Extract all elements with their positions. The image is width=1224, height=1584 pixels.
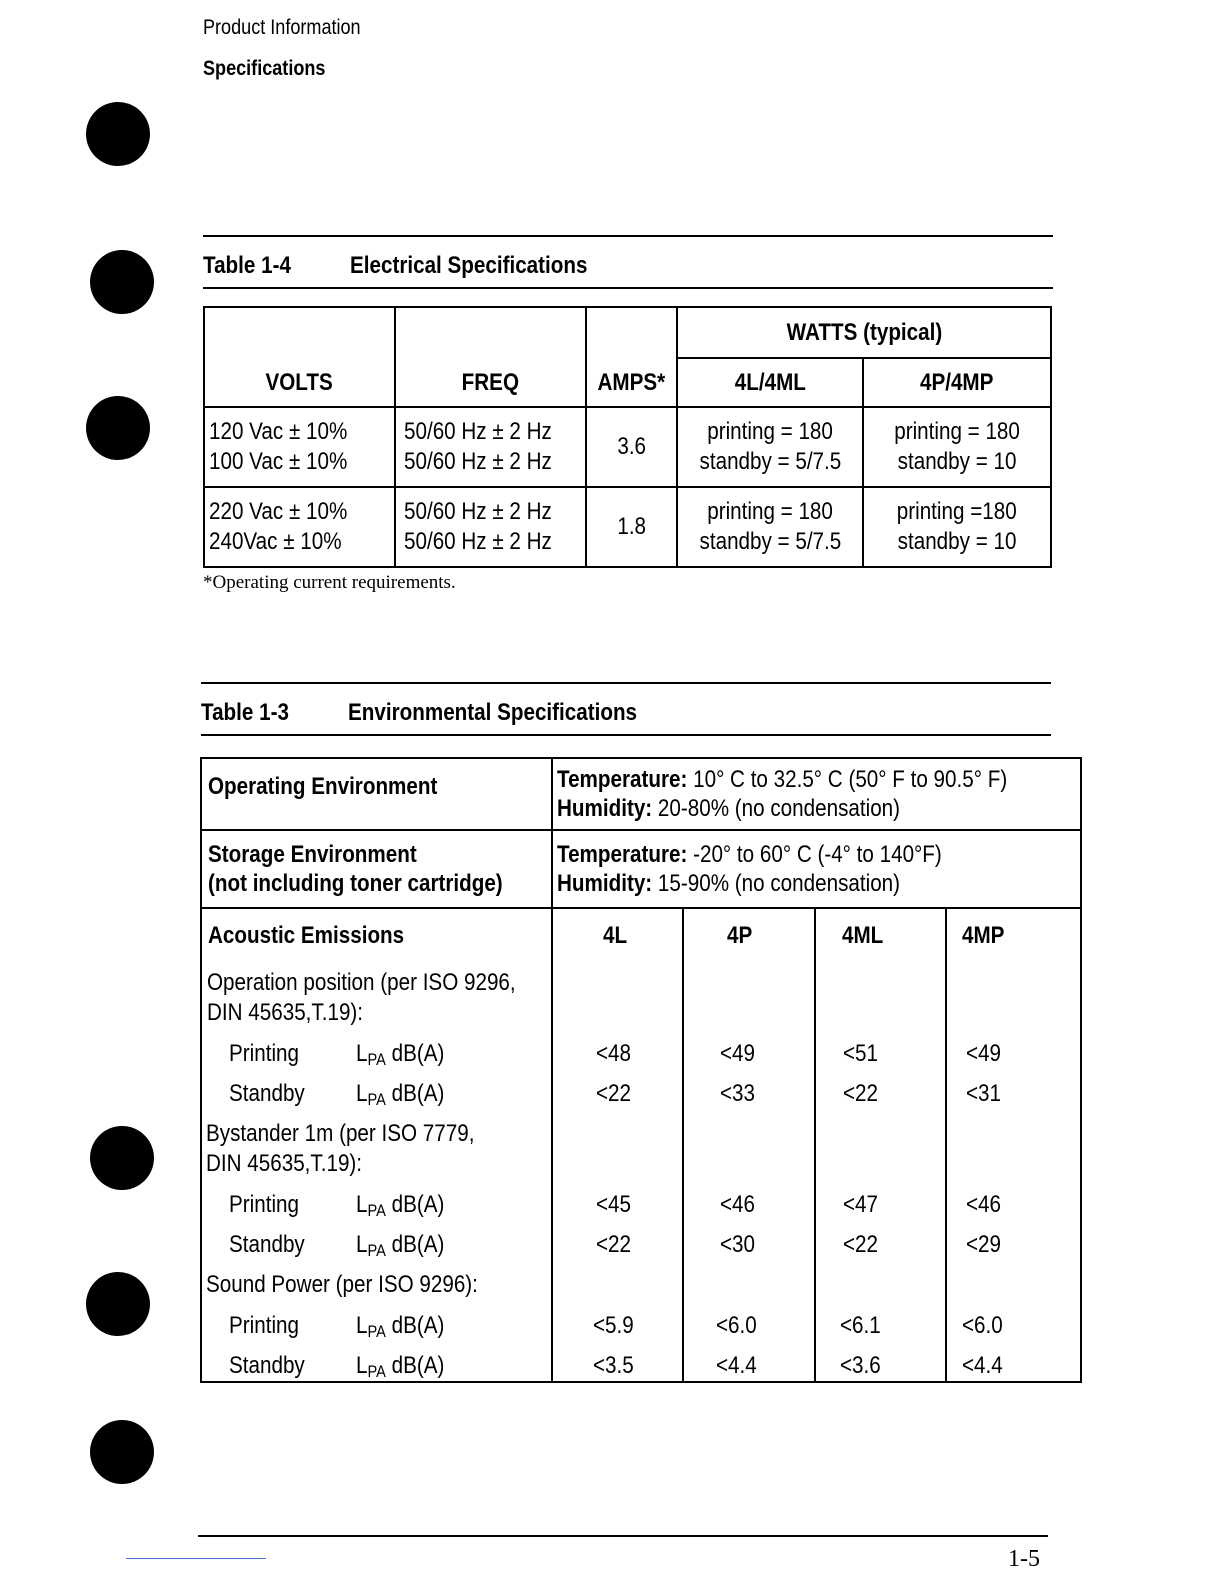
table-1-4-title: Electrical Specifications bbox=[350, 252, 588, 279]
header-volts: VOLTS bbox=[204, 307, 395, 407]
binder-hole bbox=[86, 396, 150, 460]
volts-cell: 220 Vac ± 10% 240Vac ± 10% bbox=[204, 487, 395, 567]
value-cell: <22 bbox=[843, 1231, 879, 1258]
value-cell: <31 bbox=[966, 1080, 1002, 1107]
model-header-4ml: 4ML bbox=[842, 922, 884, 949]
value-cell: <49 bbox=[966, 1040, 1002, 1067]
value-cell: <22 bbox=[596, 1231, 632, 1258]
value-cell: <6.0 bbox=[716, 1312, 757, 1339]
header-4l-4ml: 4L/4ML bbox=[677, 358, 863, 407]
header-freq: FREQ bbox=[395, 307, 587, 407]
binder-hole bbox=[90, 1126, 154, 1190]
printing-label: Printing bbox=[229, 1191, 299, 1218]
model-header-4mp: 4MP bbox=[962, 922, 1005, 949]
value-cell: <49 bbox=[720, 1040, 756, 1067]
header-amps: AMPS* bbox=[586, 307, 677, 407]
acoustic-col-4l bbox=[552, 908, 684, 1382]
unit-label: LPA dB(A) bbox=[356, 1352, 445, 1381]
printing-label: Printing bbox=[229, 1040, 299, 1067]
value-cell: <4.4 bbox=[962, 1352, 1003, 1379]
operating-environment-label: Operating Environment bbox=[201, 758, 552, 830]
value-cell: <29 bbox=[966, 1231, 1002, 1258]
table-row bbox=[201, 758, 1081, 830]
footer-link-line bbox=[126, 1558, 266, 1559]
group-operation-position-line2: DIN 45635,T.19): bbox=[207, 999, 364, 1026]
value-cell: <4.4 bbox=[716, 1352, 757, 1379]
value-cell: <51 bbox=[843, 1040, 879, 1067]
table-1-3-number: Table 1-3 bbox=[201, 699, 289, 726]
header-section: Product Information bbox=[203, 16, 361, 39]
value-cell: <46 bbox=[720, 1191, 756, 1218]
table-1-3-title: Environmental Specifications bbox=[348, 699, 638, 726]
amps-cell: 3.6 bbox=[586, 407, 677, 487]
volts-cell: 120 Vac ± 10% 100 Vac ± 10% bbox=[204, 407, 395, 487]
model-header-4l: 4L bbox=[603, 922, 628, 949]
amps-cell: 1.8 bbox=[586, 487, 677, 567]
value-cell: <6.0 bbox=[962, 1312, 1003, 1339]
acoustic-col-4ml bbox=[815, 908, 947, 1382]
acoustic-col-4p bbox=[683, 908, 815, 1382]
value-cell: <46 bbox=[966, 1191, 1002, 1218]
page-number: 1-5 bbox=[1008, 1546, 1040, 1572]
value-cell: <48 bbox=[596, 1040, 632, 1067]
watts-4p-cell: printing = 180 standby = 10 bbox=[863, 407, 1051, 487]
value-cell: <30 bbox=[720, 1231, 756, 1258]
storage-environment-label: Storage Environment (not including toner cartridge) bbox=[201, 830, 552, 908]
binder-hole bbox=[90, 250, 154, 314]
watts-4l-cell: printing = 180 standby = 5/7.5 bbox=[677, 407, 863, 487]
model-header-4p: 4P bbox=[727, 922, 753, 949]
binder-hole bbox=[90, 1420, 154, 1484]
unit-label: LPA dB(A) bbox=[356, 1040, 445, 1069]
table-1-4-number: Table 1-4 bbox=[203, 252, 291, 279]
freq-cell: 50/60 Hz ± 2 Hz 50/60 Hz ± 2 Hz bbox=[395, 407, 587, 487]
binder-hole bbox=[86, 102, 150, 166]
unit-label: LPA dB(A) bbox=[356, 1312, 445, 1341]
table-row bbox=[204, 487, 1051, 567]
unit-label: LPA dB(A) bbox=[356, 1191, 445, 1220]
header-subsection: Specifications bbox=[203, 57, 326, 80]
value-cell: <22 bbox=[843, 1080, 879, 1107]
value-cell: <3.6 bbox=[840, 1352, 881, 1379]
table-row bbox=[204, 407, 1051, 487]
unit-label: LPA dB(A) bbox=[356, 1080, 445, 1109]
acoustic-emissions-title: Acoustic Emissions bbox=[208, 922, 405, 949]
footer-rule bbox=[198, 1535, 1048, 1537]
value-cell: <22 bbox=[596, 1080, 632, 1107]
value-cell: <3.5 bbox=[593, 1352, 634, 1379]
electrical-specifications-table bbox=[203, 306, 1052, 568]
group-bystander-line2: DIN 45635,T.19): bbox=[206, 1150, 363, 1177]
value-cell: <33 bbox=[720, 1080, 756, 1107]
standby-label: Standby bbox=[229, 1080, 305, 1107]
group-operation-position-line1: Operation position (per ISO 9296, bbox=[207, 969, 516, 996]
acoustic-col-4mp bbox=[946, 908, 1081, 1382]
value-cell: <45 bbox=[596, 1191, 632, 1218]
storage-environment-value: Temperature: -20° to 60° C (-4° to 140°F) Humidity: 15-90% (no condensation) bbox=[552, 830, 1081, 908]
watts-4l-cell: printing = 180 standby = 5/7.5 bbox=[677, 487, 863, 567]
unit-label: LPA dB(A) bbox=[356, 1231, 445, 1260]
printing-label: Printing bbox=[229, 1312, 299, 1339]
value-cell: <5.9 bbox=[593, 1312, 634, 1339]
standby-label: Standby bbox=[229, 1231, 305, 1258]
rule-top-table-1-3 bbox=[201, 682, 1051, 684]
standby-label: Standby bbox=[229, 1352, 305, 1379]
rule-top-table-1-4 bbox=[203, 235, 1053, 237]
header-4p-4mp: 4P/4MP bbox=[863, 358, 1051, 407]
amps-footnote: *Operating current requirements. bbox=[203, 572, 456, 593]
table-row bbox=[201, 830, 1081, 908]
header-watts: WATTS (typical) bbox=[677, 307, 1051, 358]
rule-bottom-table-1-3-caption bbox=[201, 734, 1051, 736]
value-cell: <47 bbox=[843, 1191, 879, 1218]
group-bystander-line1: Bystander 1m (per ISO 7779, bbox=[206, 1120, 475, 1147]
freq-cell: 50/60 Hz ± 2 Hz 50/60 Hz ± 2 Hz bbox=[395, 487, 587, 567]
operating-environment-value: Temperature: 10° C to 32.5° C (50° F to 90.5° F) Humidity: 20-80% (no condensation) bbox=[552, 758, 1081, 830]
rule-bottom-table-1-4-caption bbox=[203, 287, 1053, 289]
watts-4p-cell: printing =180 standby = 10 bbox=[863, 487, 1051, 567]
binder-hole bbox=[86, 1272, 150, 1336]
value-cell: <6.1 bbox=[840, 1312, 881, 1339]
group-sound-power: Sound Power (per ISO 9296): bbox=[206, 1271, 478, 1298]
